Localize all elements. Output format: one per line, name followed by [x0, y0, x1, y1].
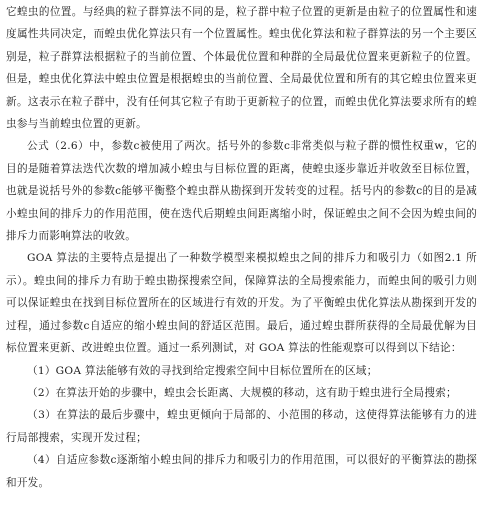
list-item: （1）GOA 算法能够有效的寻找到给定搜索空间中目标位置所在的区域；	[27, 364, 378, 377]
list-item: （2）在算法开始的步骤中，蝗虫会长距离、大规模的移动，这有助于蝗虫进行全局搜索；	[27, 386, 457, 399]
list-item: （3）在算法的最后步骤中，蝗虫更倾向于局部的、小范围的移动，这使得算法能够有力的进行局部搜索，实现开发过程；	[6, 409, 477, 444]
paragraph-parameter-c: 公式（2.6）中，参数c被使用了两次。括号外的参数c非常类似与粒子群的惯性权重w，它的目的是随着算法迭代次数的增加减小蝗虫与目标位置的距离，使蝗虫逐步靠近并收敛至目标位置，也就是说括号外的参数c能够平衡整个蝗虫群从勘探到开发转变的过程。括号内的参数c的目的是减小蝗虫间的排斥力的作用范围，使在迭代后期蝗虫间距离缩小时，保证蝗虫之间不会因为蝗虫间的排斥力而影响算法的收敛。	[6, 140, 477, 243]
list-item: （4）自适应参数c逐渐缩小蝗虫间的排斥力和吸引力的作用范围，可以很好的平衡算法的勘探和开发。	[6, 454, 477, 489]
paragraph-goa-vs-pso: 它蝗虫的位置。与经典的粒子群算法不同的是，粒子群中粒子位置的更新是由粒子的位置属性和速度属性共同决定，而蝗虫优化算法只有一个位置属性。蝗虫优化算法和粒子群算法的另一个主要区别是，粒子群算法根据粒子的当前位置、个体最优位置和种群的全局最优位置来更新粒子的位置。但是，蝗虫优化算法中蝗虫位置是根据蝗虫的当前位置、全局最优位置和所有的其它蝗虫位置来更新。这表示在粒子群中，没有任何其它粒子有助于更新粒子的位置，而蝗虫优化算法要求所有的蝗虫参与当前蝗虫位置的更新。	[6, 6, 477, 131]
paragraph-goa-features: GOA 算法的主要特点是提出了一种数学模型来模拟蝗虫之间的排斥力和吸引力（如图2.1 所示）。蝗虫间的排斥力有助于蝗虫勘探搜索空间，保障算法的全局搜索能力，而蝗虫间的吸引力则可以保证蝗虫在找到目标位置所在的区域进行有效的开发。为了平衡蝗虫优化算法从勘探到开发的过程，通过参数c自适应的缩小蝗虫间的舒适区范围。最后，通过蝗虫群所获得的全局最优解为目标位置来更新、改进蝗虫位置。通过一系列测试，对 GOA 算法的性能观察可以得到以下结论：	[6, 252, 477, 355]
